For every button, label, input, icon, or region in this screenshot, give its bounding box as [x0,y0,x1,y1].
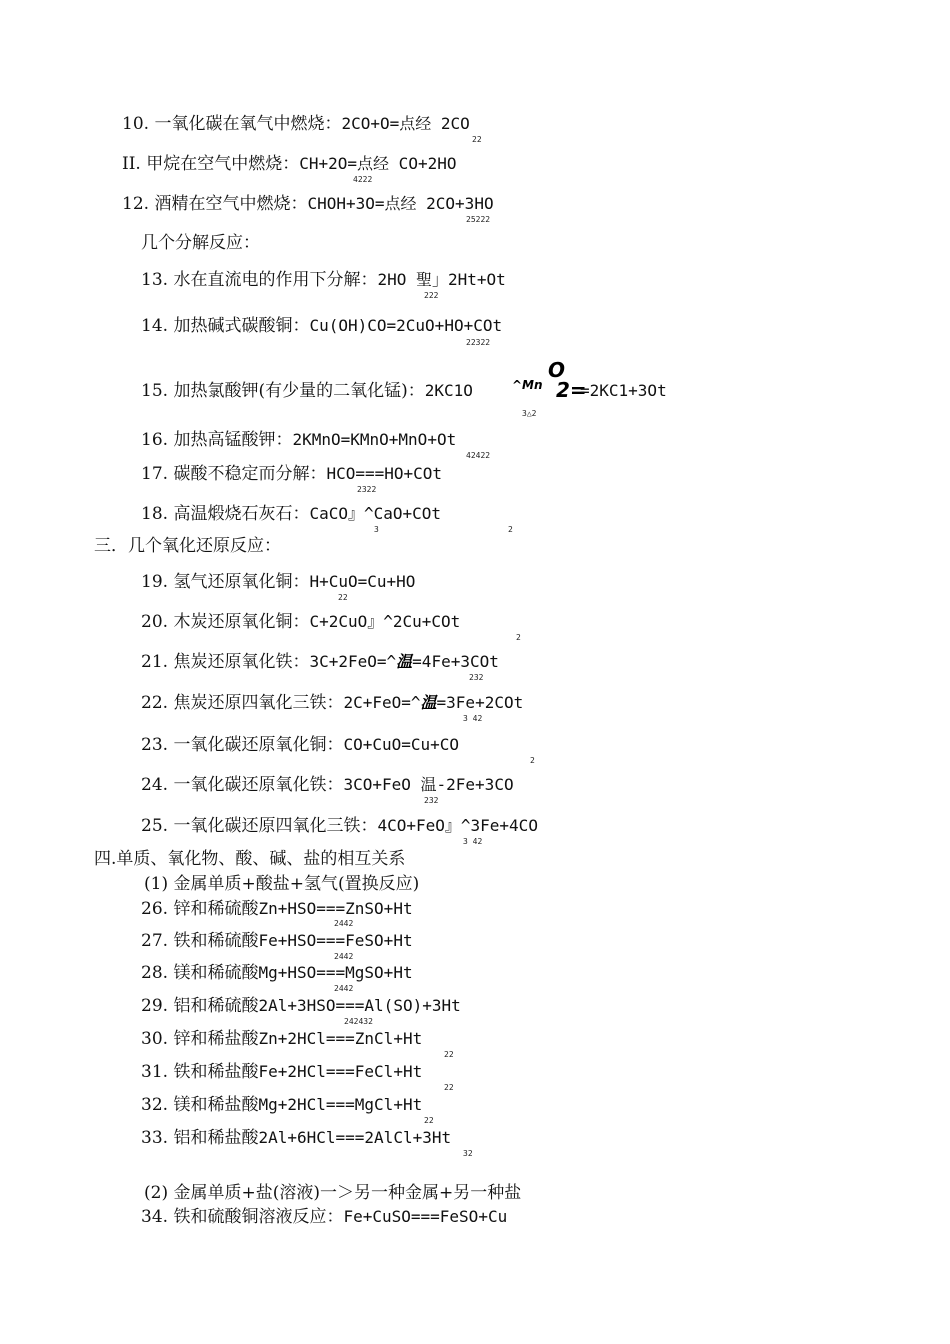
reaction-formula: C+2CuO』^2Cu+COt [309,612,461,631]
reaction-line-21 [141,652,499,672]
reaction-line-17 [141,464,442,484]
reaction-line-29 [141,996,461,1016]
subscript-row: 2442 [334,984,354,993]
reaction-line-32 [141,1095,422,1115]
reaction-label: 21. 焦炭还原氧化铁： [141,652,310,672]
reaction-formula: =2KC1+3Ot [580,381,667,400]
reaction-line-20 [141,612,460,632]
reaction-formula: 2Al+6HCl===2AlCl+3Ht [258,1128,452,1147]
reaction-line-14 [141,316,502,336]
reaction-formula: HCO===HO+COt [326,464,443,483]
reaction-line-34 [141,1207,507,1227]
subscript-row: 22 [338,593,348,602]
reaction-line-19 [141,572,415,592]
reaction-label: 28. 镁和稀硫酸 [141,963,259,983]
subscript-row: 2 [508,525,513,534]
reaction-line-10 [122,114,470,134]
reaction-label: 13. 水在直流电的作用下分解： [141,270,378,290]
subscript-row: 2442 [334,919,354,928]
condition-mark: 温 [420,693,437,712]
reaction-label: 23. 一氧化碳还原氧化铜： [141,735,344,755]
reaction-formula: 2CO+O=点经 2CO [341,114,470,133]
reaction-label: 32. 镁和稀盐酸 [141,1095,259,1115]
reaction-line-22 [141,693,523,713]
subscript-row: 22 [444,1083,454,1092]
reaction-formula: CaCO』^CaO+COt [309,504,442,523]
reaction-line-11 [122,154,456,174]
reaction-label: II. 甲烷在空气中燃烧： [122,154,300,174]
reaction-formula: Fe+CuSO===FeSO+Cu [343,1207,508,1226]
reaction-line-12 [122,194,494,214]
reaction-label: 33. 铝和稀盐酸 [141,1128,259,1148]
subsection-heading-1: (1) 金属单质+酸盐+氢气(置换反应) [144,874,420,894]
reaction-formula-continued [580,381,667,401]
reaction-formula: Mg+2HCl===MgCl+Ht [258,1095,423,1114]
reaction-label: 29. 铝和稀硫酸 [141,996,259,1016]
subscript-row: 232 [424,796,439,805]
subscript-row: 3 [374,525,379,534]
subscript-row: 2442 [334,952,354,961]
subscript-row: 22 [424,1116,434,1125]
reaction-line-26 [141,899,413,919]
reaction-formula: =3Fe+2COt [436,693,524,712]
subscript-row: 22 [472,135,482,144]
subscript-row: 3 42 [463,837,483,846]
subscript-row: 2322 [357,485,377,494]
reaction-label: 12. 酒精在空气中燃烧： [122,194,308,214]
subscript-row: 25222 [466,215,491,224]
reaction-formula: CH+2O=点经 CO+2HO [299,154,457,173]
subscript-row: 22 [444,1050,454,1059]
subscript-row: 42422 [466,451,491,460]
reaction-label: 30. 锌和稀盐酸 [141,1029,259,1049]
subscript-row: 32 [463,1149,473,1158]
reaction-formula: CHOH+3O=点经 2CO+3HO [307,194,494,213]
reaction-label: 34. 铁和硫酸铜溶液反应： [141,1207,344,1227]
reaction-formula: CO+CuO=Cu+CO [343,735,460,754]
reaction-formula: 4CO+FeO』^3Fe+4CO [377,816,538,835]
reaction-line-24 [141,775,514,795]
reaction-line-31 [141,1062,422,1082]
reaction-line-30 [141,1029,422,1049]
reaction-label: 31. 铁和稀盐酸 [141,1062,259,1082]
reaction-label: 15. 加热氯酸钾(有少量的二氧化锰)： [141,381,425,401]
reaction-formula: Zn+HSO===ZnSO+Ht [258,899,413,918]
reaction-label: 10. 一氧化碳在氧气中燃烧： [122,114,342,134]
reaction-label: 22. 焦炭还原四氧化三铁： [141,693,344,713]
reaction-line-27 [141,931,413,951]
catalyst-mark: O [548,358,566,382]
subscript-row: 3△2 [522,409,537,418]
catalyst-mark: ^Mn [512,378,543,392]
reaction-line-15 [141,381,473,401]
reaction-formula: Fe+HSO===FeSO+Ht [258,931,413,950]
subscript-row: 22322 [466,338,491,347]
reaction-label: 24. 一氧化碳还原氧化铁： [141,775,344,795]
reaction-label: 18. 高温煅烧石灰石： [141,504,310,524]
section-heading-redox: 三．几个氧化还原反应： [94,536,281,556]
reaction-line-25 [141,816,538,836]
section-heading-decomposition: 几个分解反应： [141,233,260,253]
subscript-row: 4222 [353,175,373,184]
reaction-formula: H+CuO=Cu+HO [309,572,416,591]
reaction-formula: 2KC1O [424,381,473,400]
reaction-formula: 3CO+FeO 温-2Fe+3CO [343,775,514,794]
subscript-row: 2 [516,633,521,642]
reaction-formula: 2Al+3HSO===Al(SO)+3Ht [258,996,461,1015]
reaction-line-28 [141,963,413,983]
reaction-formula: Zn+2HCl===ZnCl+Ht [258,1029,423,1048]
reaction-formula: Fe+2HCl===FeCl+Ht [258,1062,423,1081]
reaction-label: 20. 木炭还原氧化铜： [141,612,310,632]
reaction-label: 27. 铁和稀硫酸 [141,931,259,951]
reaction-formula: 2C+FeO=^ [343,693,421,712]
reaction-line-13 [141,270,506,290]
reaction-formula: Mg+HSO===MgSO+Ht [258,963,413,982]
reaction-label: 26. 锌和稀硫酸 [141,899,259,919]
subscript-row: 232 [469,673,484,682]
subscript-row: 2 [530,756,535,765]
reaction-formula: Cu(OH)CO=2CuO+HO+COt [309,316,503,335]
reaction-line-33 [141,1128,451,1148]
reaction-line-16 [141,430,456,450]
subscript-row: 222 [424,291,439,300]
reaction-label: 14. 加热碱式碳酸铜： [141,316,310,336]
reaction-line-23 [141,735,459,755]
subsection-heading-2: (2) 金属单质+盐(溶液)一＞另一种金属+另一种盐 [144,1183,522,1203]
catalyst-mark: 2= [556,378,587,402]
reaction-label: 17. 碳酸不稳定而分解： [141,464,327,484]
reaction-formula: 3C+2FeO=^ [309,652,397,671]
reaction-formula: 2HO 聖」2Ht+Ot [377,270,506,289]
reaction-line-18 [141,504,441,524]
subscript-row: 242432 [344,1017,373,1026]
subscript-row: 3 42 [463,714,483,723]
condition-mark: 温 [396,652,413,671]
reaction-label: 16. 加热高锰酸钾： [141,430,293,450]
reaction-label: 19. 氢气还原氧化铜： [141,572,310,592]
reaction-label: 25. 一氧化碳还原四氧化三铁： [141,816,378,836]
reaction-formula: =4Fe+3COt [412,652,499,671]
section-heading-relations: 四.单质、氧化物、酸、碱、盐的相互关系 [94,849,406,869]
reaction-formula: 2KMnO=KMnO+MnO+Ot [292,430,457,449]
